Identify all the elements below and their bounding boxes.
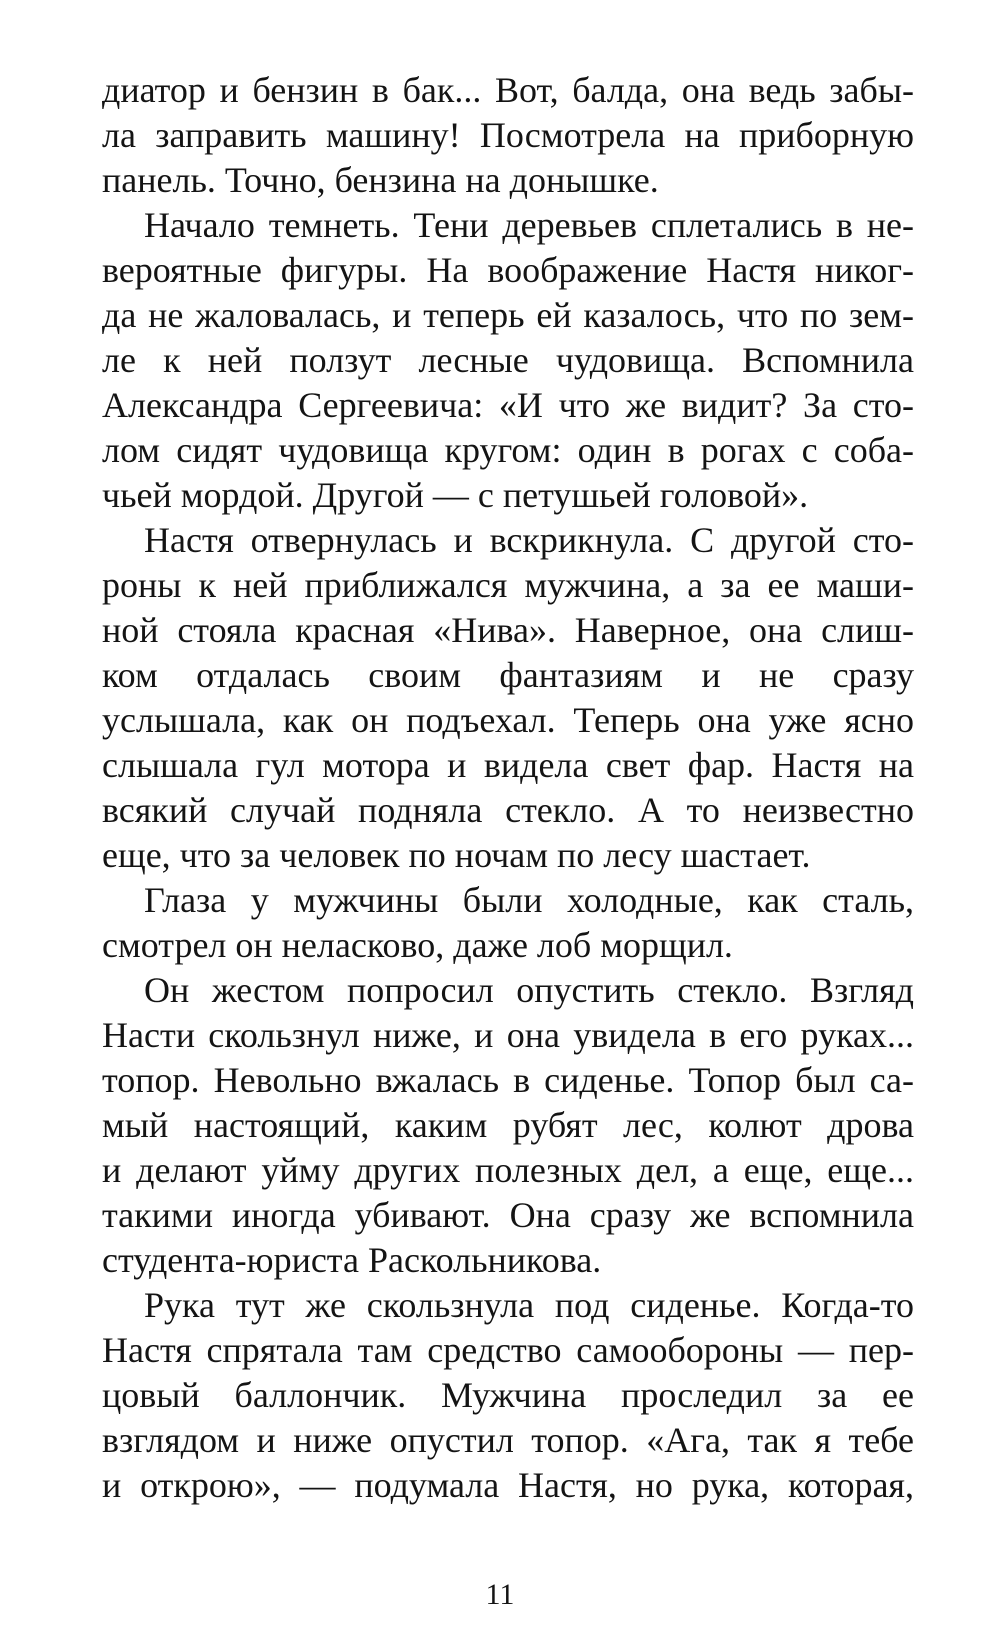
text-line: смотрел он неласково, даже лоб морщил. — [102, 925, 733, 965]
text-line: и открою», — подумала Настя, но рука, которая, — [102, 1465, 914, 1505]
text-line: лом сидят чудовища кругом: один в рогах с соба- — [102, 430, 914, 470]
text-line: цовый баллончик. Мужчина проследил за ее — [102, 1375, 914, 1415]
text-line: панель. Точно, бензина на донышке. — [102, 160, 659, 200]
page-text — [102, 68, 914, 1508]
text-line: студента-юриста Раскольникова. — [102, 1240, 602, 1280]
text-line: да не жаловалась, и теперь ей казалось, что по зем- — [102, 295, 914, 335]
text-line: ле к ней ползут лесные чудовища. Вспомнила — [102, 340, 914, 380]
text-line: топор. Невольно вжалась в сиденье. Топор был са- — [102, 1060, 914, 1100]
text-line: ком отдалась своим фантазиям и не сразу — [102, 655, 914, 695]
text-line: взглядом и ниже опустил топор. «Ага, так я тебе — [102, 1420, 914, 1460]
text-line: слышала гул мотора и видела свет фар. Настя на — [102, 745, 914, 785]
text-line: ла заправить машину! Посмотрела на приборную — [102, 115, 914, 155]
text-line: Глаза у мужчины были холодные, как сталь, — [144, 880, 914, 920]
text-line: Настя отвернулась и вскрикнула. С другой сто- — [144, 520, 914, 560]
text-line: услышала, как он подъехал. Теперь она уже ясно — [102, 700, 914, 740]
text-line: Рука тут же скользнула под сиденье. Когда-то — [144, 1285, 914, 1325]
text-line: такими иногда убивают. Она сразу же вспомнила — [102, 1195, 914, 1235]
text-line: диатор и бензин в бак... Вот, балда, она ведь забы- — [102, 70, 914, 110]
text-line: Насти скользнул ниже, и она увидела в его руках... — [102, 1015, 914, 1055]
text-line: чьей мордой. Другой — с петушьей головой». — [102, 475, 809, 515]
page-number: 11 — [485, 1578, 515, 1611]
text-line: ной стояла красная «Нива». Наверное, она слиш- — [102, 610, 914, 650]
text-line: Александра Сергеевича: «И что же видит? За сто- — [102, 385, 914, 425]
text-line: еще, что за человек по ночам по лесу шастает. — [102, 835, 811, 875]
text-line: и делают уйму других полезных дел, а еще, еще... — [102, 1150, 914, 1190]
text-line: роны к ней приближался мужчина, а за ее маши- — [102, 565, 914, 605]
text-line: Настя спрятала там средство самообороны — пер- — [102, 1330, 914, 1370]
text-line: мый настоящий, каким рубят лес, колют дрова — [102, 1105, 914, 1145]
text-line: вероятные фигуры. На воображение Настя никог- — [102, 250, 914, 290]
text-line: Он жестом попросил опустить стекло. Взгляд — [144, 970, 914, 1010]
text-line: Начало темнеть. Тени деревьев сплетались в не- — [144, 205, 914, 245]
text-line: всякий случай подняла стекло. А то неизвестно — [102, 790, 914, 830]
